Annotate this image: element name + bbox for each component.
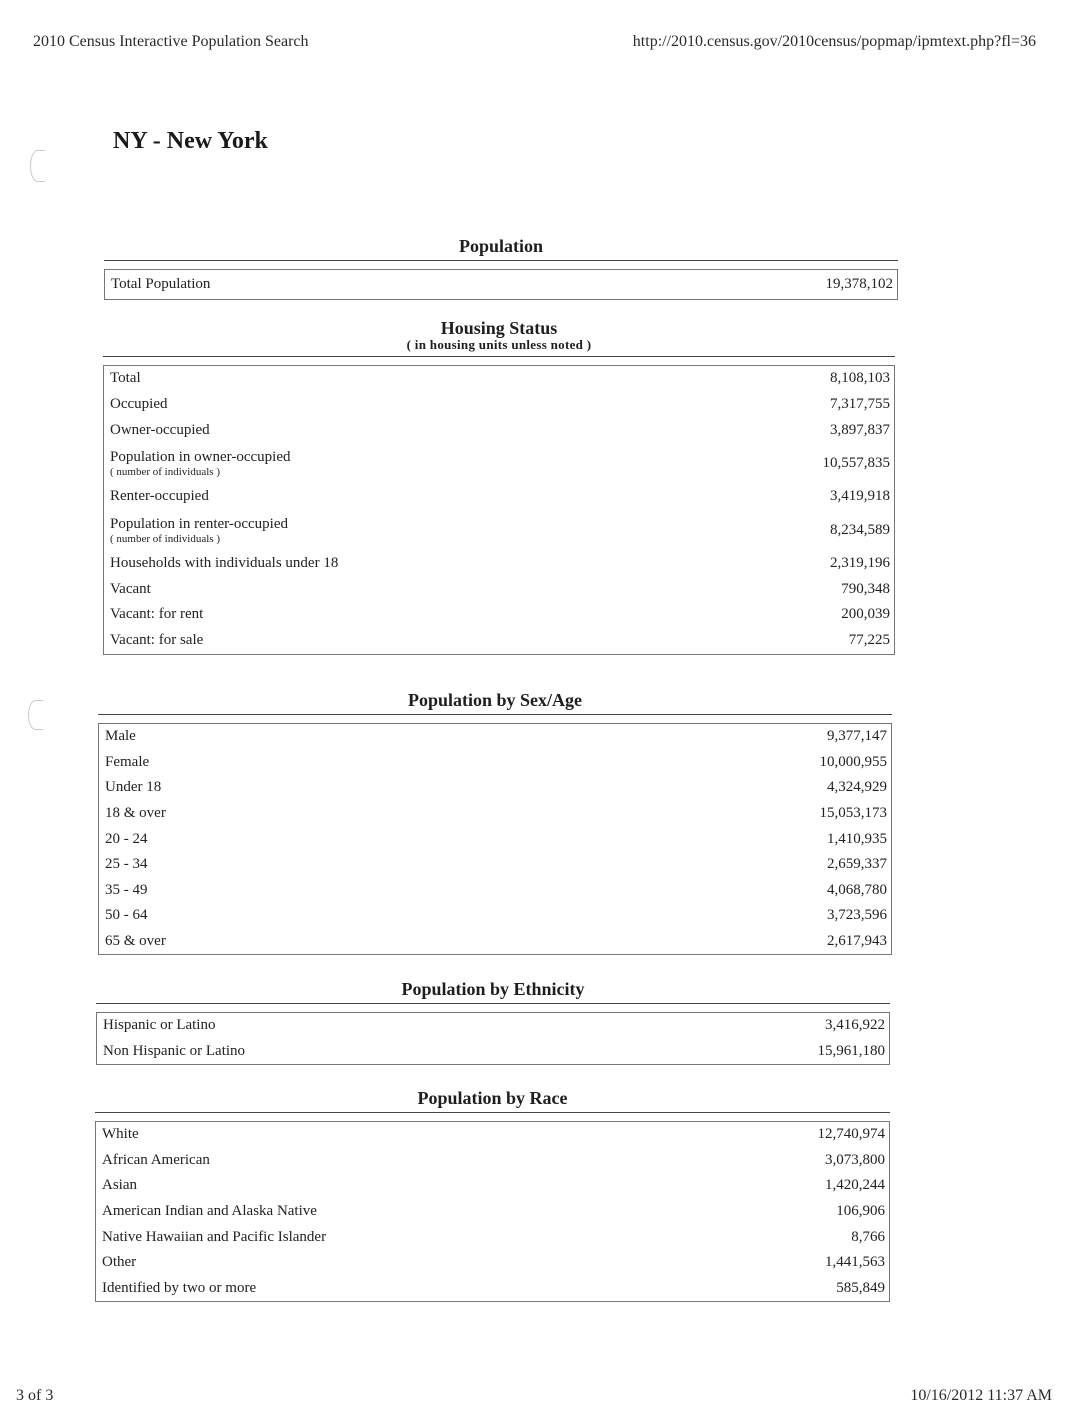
row-label-text: Vacant: for sale xyxy=(110,632,204,649)
table-row xyxy=(104,576,894,602)
row-label xyxy=(102,1280,256,1297)
row-label xyxy=(111,276,210,293)
sex-age-table xyxy=(98,723,892,955)
sex-age-section-title: Population by Sex/Age xyxy=(98,690,892,715)
row-label xyxy=(110,449,291,478)
print-timestamp: 10/16/2012 11:37 AM xyxy=(910,1387,1052,1404)
table-row xyxy=(104,602,894,628)
row-label xyxy=(105,754,149,771)
ethnicity-section-title: Population by Ethnicity xyxy=(96,979,890,1004)
row-value: 2,319,196 xyxy=(830,555,890,572)
table-row xyxy=(96,1276,889,1302)
row-label-text: Male xyxy=(105,728,136,745)
row-label xyxy=(110,516,288,545)
row-label-text: Vacant: for rent xyxy=(110,606,204,623)
row-label-text: 25 - 34 xyxy=(105,856,148,873)
row-value: 3,073,800 xyxy=(825,1151,885,1168)
row-label xyxy=(110,581,151,598)
row-label xyxy=(105,805,166,822)
row-label xyxy=(103,1043,245,1060)
row-label xyxy=(110,555,338,572)
table-row xyxy=(99,826,891,852)
housing-status-table xyxy=(103,365,895,655)
housing-status-section-title xyxy=(103,318,895,357)
row-label xyxy=(105,728,136,745)
row-label xyxy=(102,1203,317,1220)
row-value: 106,906 xyxy=(836,1203,885,1220)
row-label-text: Vacant xyxy=(110,580,151,597)
row-value: 8,108,103 xyxy=(830,370,890,387)
table-row xyxy=(104,392,894,418)
page-count: 3 of 3 xyxy=(16,1387,54,1404)
table-row xyxy=(99,903,891,929)
row-label xyxy=(110,632,203,649)
punch-hole-mark xyxy=(30,150,45,182)
housing-status-subtitle: ( in housing units unless noted ) xyxy=(406,337,592,352)
row-value: 200,039 xyxy=(841,606,890,623)
row-value: 2,659,337 xyxy=(827,856,887,873)
ethnicity-section xyxy=(96,979,890,1065)
row-value: 12,740,974 xyxy=(817,1126,885,1143)
row-label-text: 50 - 64 xyxy=(105,907,148,924)
table-row xyxy=(99,801,891,827)
table-row xyxy=(97,1013,889,1039)
table-row xyxy=(96,1173,889,1199)
row-label-text: African American xyxy=(102,1151,210,1168)
row-value: 15,961,180 xyxy=(817,1042,885,1059)
row-value: 19,378,102 xyxy=(825,276,893,292)
race-section xyxy=(95,1088,890,1302)
row-label xyxy=(110,606,203,623)
row-label xyxy=(110,370,141,387)
table-row xyxy=(99,724,891,750)
row-value: 8,766 xyxy=(851,1228,885,1245)
row-value: 2,617,943 xyxy=(827,933,887,950)
row-value: 790,348 xyxy=(841,580,890,597)
row-label xyxy=(102,1254,136,1271)
row-label xyxy=(105,933,166,950)
row-label-text: Other xyxy=(102,1254,137,1271)
race-table xyxy=(95,1121,890,1302)
row-label-note: ( number of individuals ) xyxy=(110,532,220,545)
row-label xyxy=(105,907,148,924)
row-label-text: 65 & over xyxy=(105,933,166,950)
table-row xyxy=(96,1199,889,1225)
row-value: 3,416,922 xyxy=(825,1017,885,1034)
population-section-title: Population xyxy=(104,236,898,261)
race-section-title: Population by Race xyxy=(95,1088,890,1113)
row-label-text: Total Population xyxy=(111,276,211,292)
table-row xyxy=(99,929,891,955)
table-row xyxy=(97,1039,889,1065)
row-label-text: Owner-occupied xyxy=(110,421,210,438)
row-label-text: Female xyxy=(105,753,150,770)
row-label-text: Non Hispanic or Latino xyxy=(103,1042,246,1059)
row-value: 3,723,596 xyxy=(827,907,887,924)
row-label-text: 20 - 24 xyxy=(105,830,148,847)
page-header-url: http://2010.census.gov/2010census/popmap/ipmtext.php?fl=36 xyxy=(632,33,1036,50)
table-row xyxy=(104,628,894,654)
row-value: 10,557,835 xyxy=(822,455,890,472)
table-row xyxy=(104,366,894,392)
table-row xyxy=(99,852,891,878)
table-row xyxy=(104,484,894,510)
table-row xyxy=(104,443,894,484)
row-label-note: ( number of individuals ) xyxy=(110,466,220,479)
row-label-text: American Indian and Alaska Native xyxy=(102,1203,317,1220)
page-header-title: 2010 Census Interactive Population Search xyxy=(33,33,309,50)
row-label xyxy=(110,396,167,413)
state-title: NY - New York xyxy=(113,128,268,154)
row-value: 7,317,755 xyxy=(830,396,890,413)
row-value: 77,225 xyxy=(848,632,890,649)
row-value: 15,053,173 xyxy=(819,805,887,822)
table-row xyxy=(96,1148,889,1174)
row-label-text: Native Hawaiian and Pacific Islander xyxy=(102,1228,327,1245)
row-label xyxy=(102,1152,210,1169)
row-value: 3,419,918 xyxy=(830,488,890,505)
table-row xyxy=(96,1122,889,1148)
row-label-text: Hispanic or Latino xyxy=(103,1017,216,1034)
row-value: 4,068,780 xyxy=(827,881,887,898)
row-value: 9,377,147 xyxy=(827,728,887,745)
row-label xyxy=(102,1126,139,1143)
row-label-text: 18 & over xyxy=(105,805,166,822)
row-label-text: Occupied xyxy=(110,396,168,413)
row-label xyxy=(105,882,148,899)
row-value: 1,441,563 xyxy=(825,1254,885,1271)
ethnicity-table xyxy=(96,1012,890,1065)
table-row xyxy=(99,878,891,904)
row-value: 10,000,955 xyxy=(819,753,887,770)
housing-status-section xyxy=(103,318,895,655)
row-label-text: White xyxy=(102,1126,139,1143)
row-label xyxy=(105,779,161,796)
sex-age-section xyxy=(98,690,892,955)
table-row xyxy=(96,1250,889,1276)
table-row xyxy=(99,750,891,776)
housing-status-title: Housing Status xyxy=(440,318,558,338)
row-label-text: Under 18 xyxy=(105,779,162,796)
row-value: 3,897,837 xyxy=(830,421,890,438)
row-label xyxy=(105,856,148,873)
row-label xyxy=(102,1229,326,1246)
table-row xyxy=(105,270,897,299)
row-label-text: Population in renter-occupied xyxy=(110,515,288,532)
row-value: 585,849 xyxy=(836,1279,885,1296)
row-label-text: Population in owner-occupied xyxy=(110,449,291,466)
row-label-text: Households with individuals under 18 xyxy=(110,555,339,572)
row-value: 4,324,929 xyxy=(827,779,887,796)
row-label xyxy=(110,422,210,439)
row-label-text: Asian xyxy=(102,1177,137,1194)
row-label-text: 35 - 49 xyxy=(105,881,148,898)
table-row xyxy=(104,417,894,443)
row-value: 1,410,935 xyxy=(827,830,887,847)
table-row xyxy=(96,1224,889,1250)
row-label xyxy=(102,1177,137,1194)
row-label xyxy=(110,488,209,505)
row-label-text: Total xyxy=(110,370,141,387)
row-label-text: Identified by two or more xyxy=(102,1279,257,1296)
population-section xyxy=(104,236,898,300)
table-row xyxy=(104,510,894,551)
row-value: 8,234,589 xyxy=(830,521,890,538)
punch-hole-mark xyxy=(28,700,43,730)
table-row xyxy=(104,551,894,577)
row-label xyxy=(105,831,148,848)
row-label xyxy=(103,1017,215,1034)
table-row xyxy=(99,775,891,801)
row-label-text: Renter-occupied xyxy=(110,488,209,505)
row-value: 1,420,244 xyxy=(825,1177,885,1194)
population-table xyxy=(104,269,898,300)
